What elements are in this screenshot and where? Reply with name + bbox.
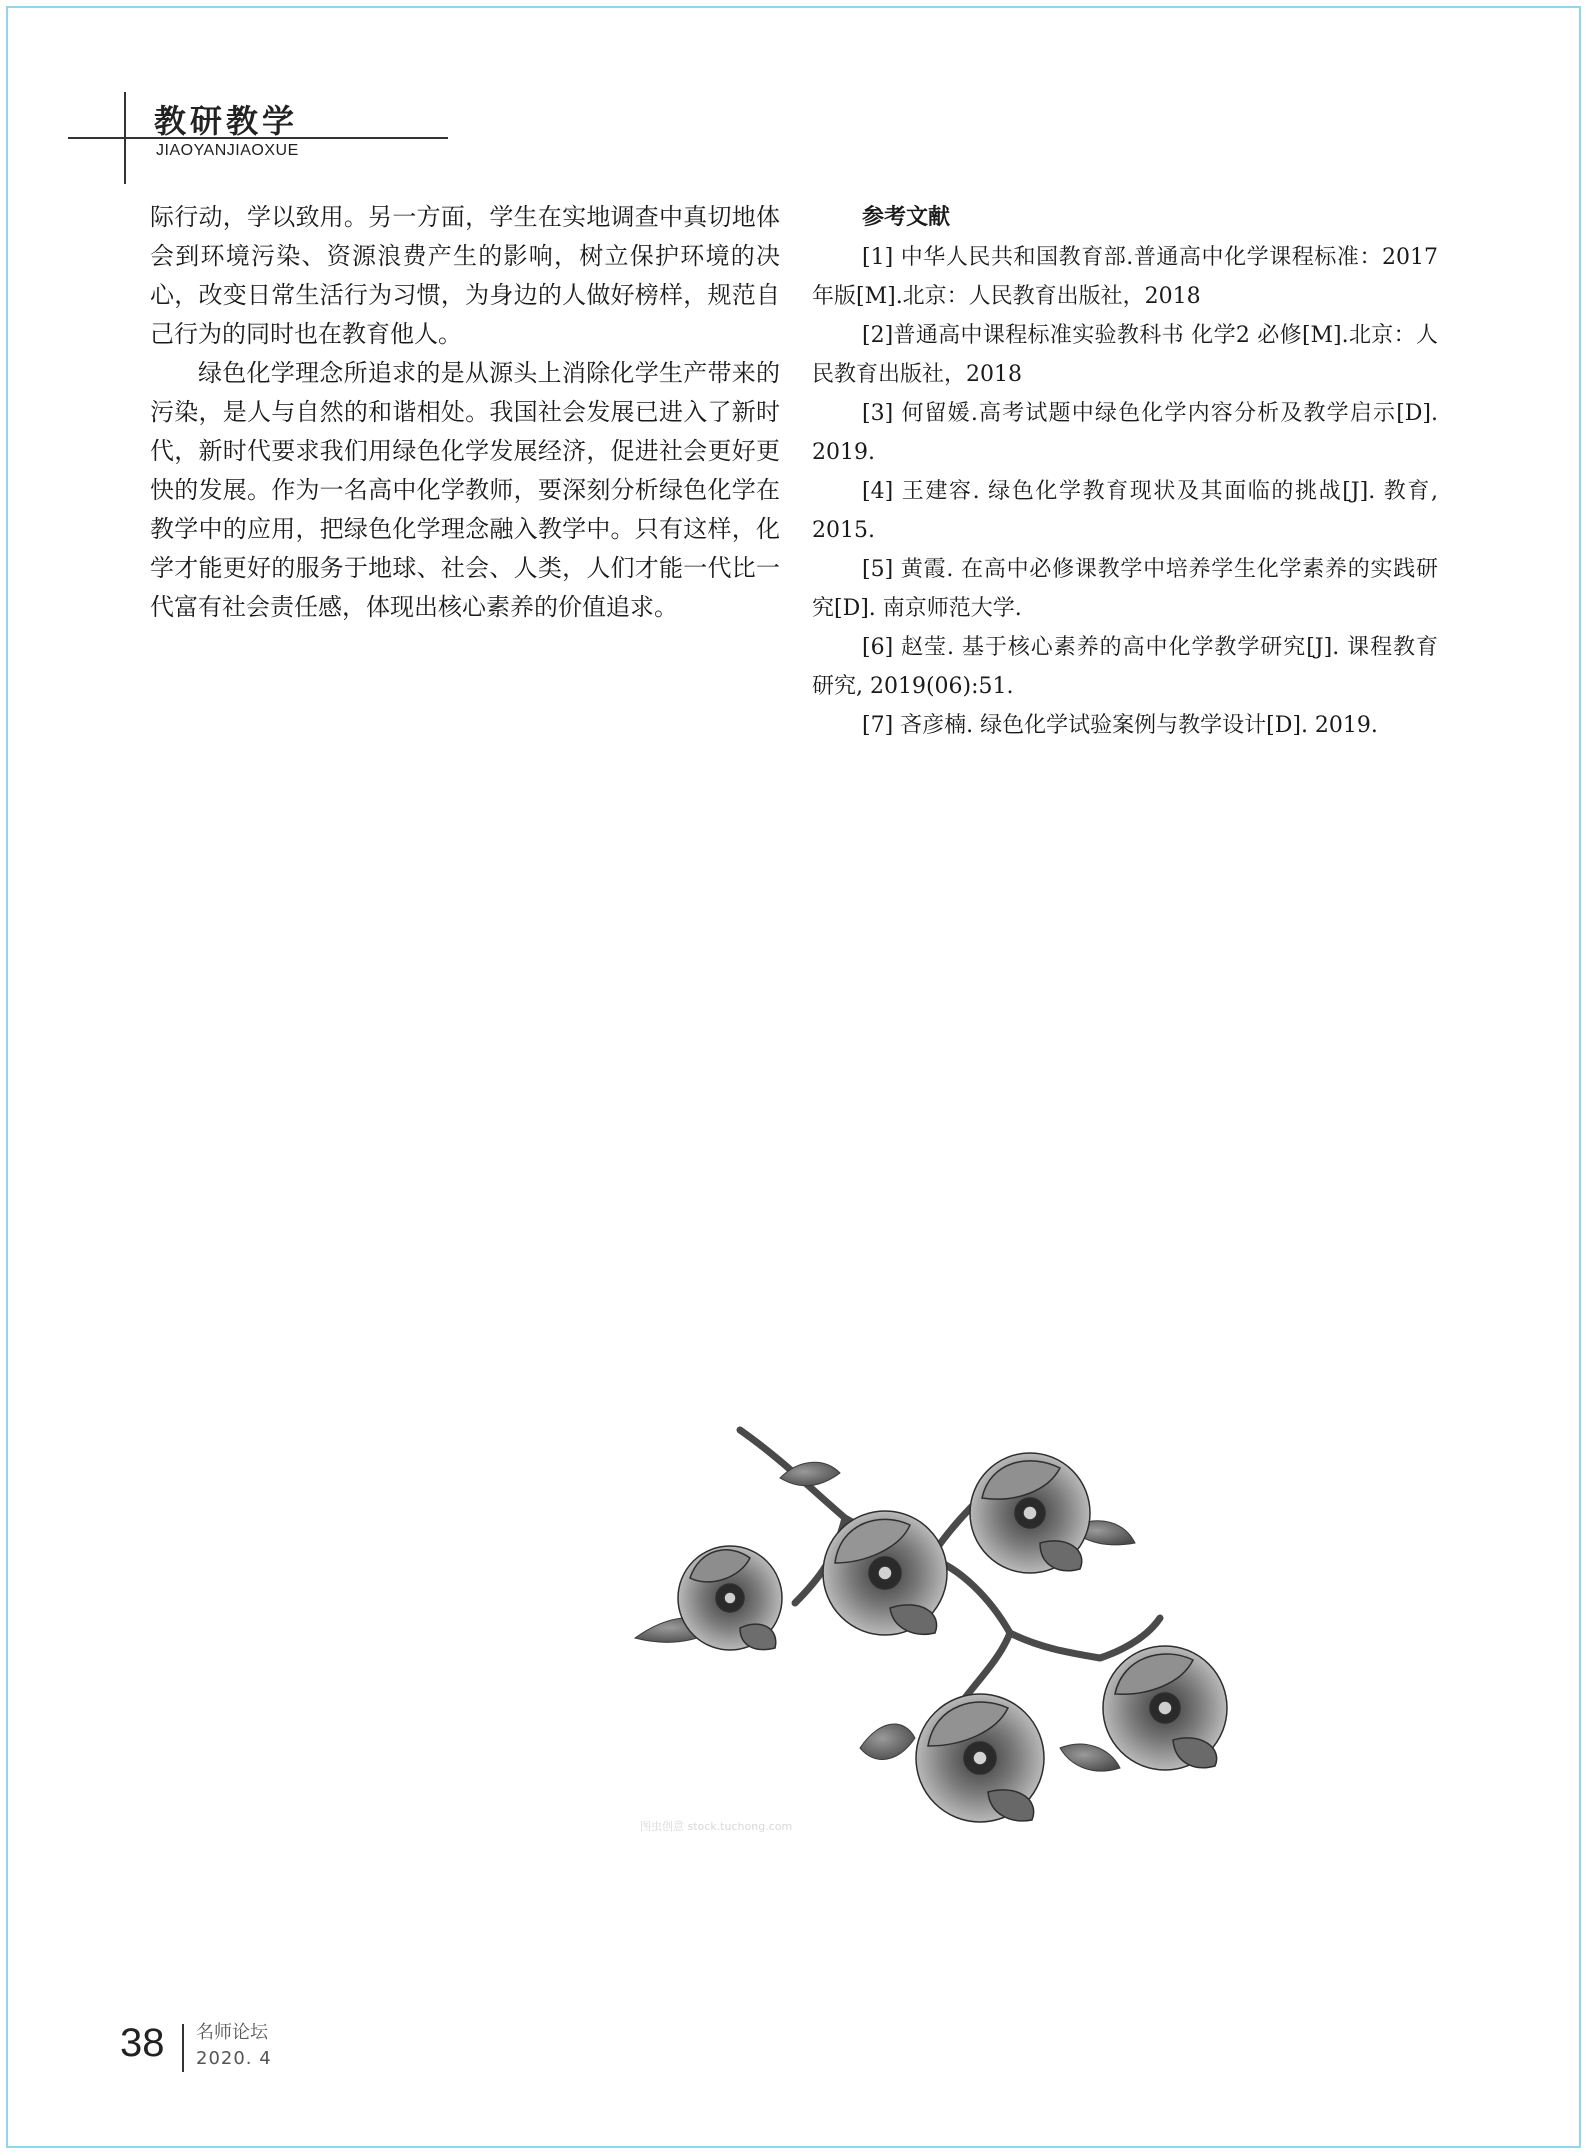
magazine-name: 名师论坛	[196, 2022, 268, 2043]
camellia-flower-icon	[630, 1418, 1270, 1848]
image-watermark: 图虫创意 stock.tuchong.com	[640, 1820, 793, 1833]
reference-item: [1] 中华人民共和国教育部.普通高中化学课程标准：2017年版[M].北京：人民教育出版社，2018	[812, 245, 1438, 309]
body-column	[150, 198, 780, 627]
body-paragraph: 际行动，学以致用。另一方面，学生在实地调查中真切地体会到环境污染、资源浪费产生的影响，树立保护环境的决心，改变日常生活行为习惯，为身边的人做好榜样，规范自己行为的同时也在教育他人。	[150, 203, 780, 348]
reference-item: [3] 何留媛.高考试题中绿色化学内容分析及教学启示[D]. 2019.	[812, 401, 1438, 465]
reference-item: [4] 王建容. 绿色化学教育现状及其面临的挑战[J]. 教育, 2015.	[812, 479, 1438, 543]
references-heading: 参考文献	[862, 205, 951, 230]
reference-item: [6] 赵莹. 基于核心素养的高中化学教学研究[J]. 课程教育研究, 2019(06):51.	[812, 635, 1438, 699]
reference-item: [7] 吝彦楠. 绿色化学试验案例与教学设计[D]. 2019.	[862, 713, 1378, 738]
body-paragraph: 绿色化学理念所追求的是从源头上消除化学生产带来的污染，是人与自然的和谐相处。我国社会发展已进入了新时代，新时代要求我们用绿色化学发展经济，促进社会更好更快的发展。作为一名高中化学教师，要深刻分析绿色化学在教学中的应用，把绿色化学理念融入教学中。只有这样，化学才能更好的服务于地球、社会、人类，人们才能一代比一代富有社会责任感，体现出核心素养的价值追求。	[150, 359, 780, 621]
section-subtitle: JIAOYANJIAOXUE	[156, 142, 299, 159]
reference-item: [2]普通高中课程标准实验教科书 化学2 必修[M].北京：人民教育出版社，2018	[812, 323, 1438, 387]
references-list	[812, 238, 1438, 745]
footer-rule	[182, 2024, 184, 2072]
issue-number: 2020. 4	[196, 2048, 272, 2069]
reference-item: [5] 黄霞. 在高中必修课教学中培养学生化学素养的实践研究[D]. 南京师范大学.	[812, 557, 1438, 621]
page-number: 38	[120, 2021, 165, 2065]
references-section	[812, 198, 1438, 745]
section-title: 教研教学	[154, 102, 299, 140]
